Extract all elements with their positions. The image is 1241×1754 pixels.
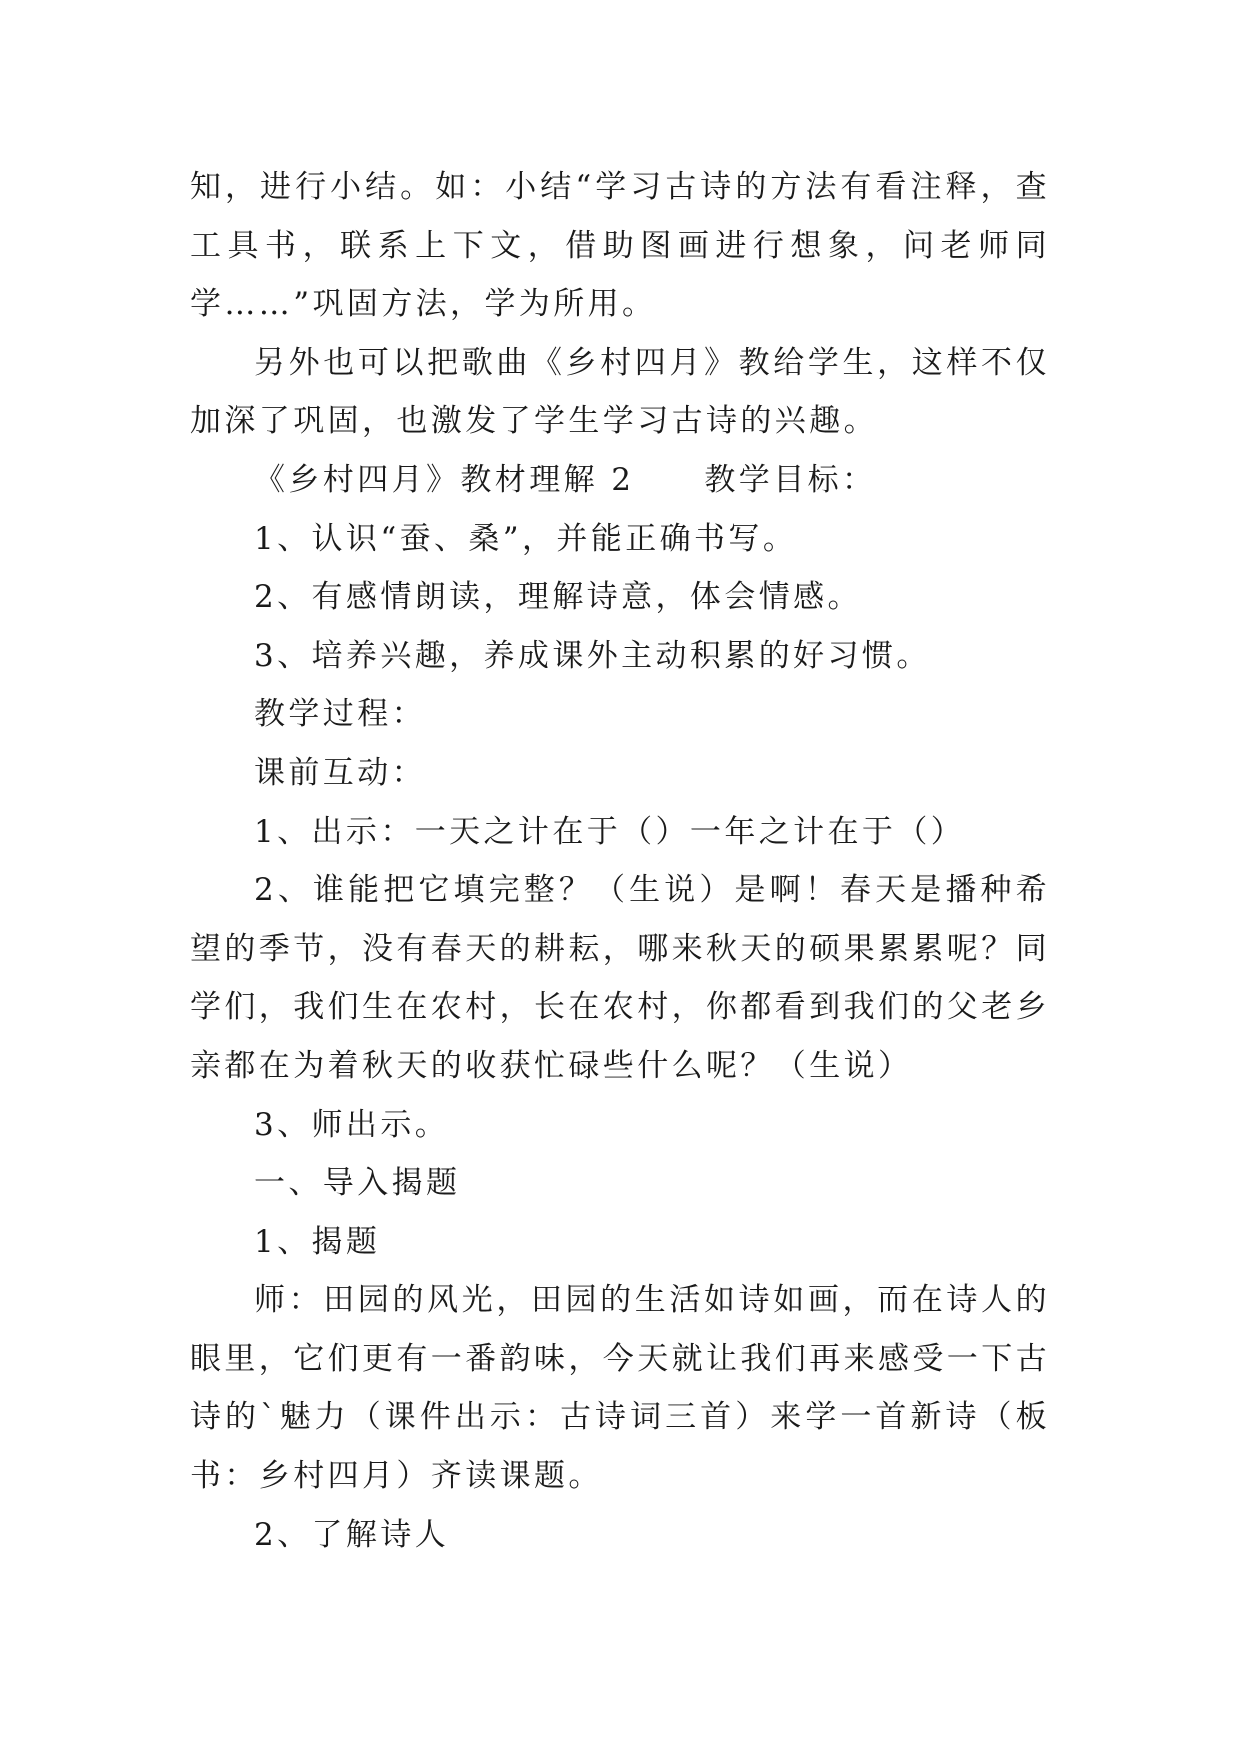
paragraph: 2、有感情朗读，理解诗意，体会情感。	[254, 579, 862, 616]
paragraph: 师：田园的风光，田园的生活如诗如画，而在诗人的眼里，它们更有一番韵味，今天就让我们再来感受一下古诗的`魅力（课件出示：古诗词三首）来学一首新诗（板书：乡村四月）齐读课题。	[190, 1282, 1050, 1495]
paragraph: 3、培养兴趣，养成课外主动积累的好习惯。	[254, 637, 931, 674]
paragraph: 课前互动：	[254, 754, 426, 791]
section-title: 《乡村四月》教材理解 2	[254, 461, 635, 498]
document-body	[190, 158, 1050, 1564]
paragraph-title-line	[190, 451, 1050, 510]
paragraph: 2、了解诗人	[254, 1516, 450, 1553]
paragraph: 1、认识“蚕、桑”，并能正确书写。	[254, 520, 798, 557]
paragraph: 3、师出示。	[254, 1106, 450, 1143]
paragraph: 1、出示：一天之计在于（）一年之计在于（）	[254, 813, 966, 850]
paragraph: 知，进行小结。如：小结“学习古诗的方法有看注释，查工具书，联系上下文，借助图画进行想象，问老师同学……”巩固方法，学为所用。	[190, 169, 1050, 323]
paragraph: 1、揭题	[254, 1223, 381, 1260]
paragraph: 教学过程：	[254, 696, 426, 733]
paragraph: 2、谁能把它填完整？（生说）是啊！春天是播种希望的季节，没有春天的耕耘，哪来秋天的硕果累累呢？同学们，我们生在农村，长在农村，你都看到我们的父老乡亲都在为着秋天的收获忙碌些什么呢？（生说）	[190, 872, 1050, 1084]
paragraph: 一、导入揭题	[254, 1165, 461, 1202]
paragraph: 另外也可以把歌曲《乡村四月》教给学生，这样不仅加深了巩固，也激发了学生学习古诗的兴趣。	[190, 344, 1050, 440]
section-heading: 教学目标：	[704, 461, 877, 498]
